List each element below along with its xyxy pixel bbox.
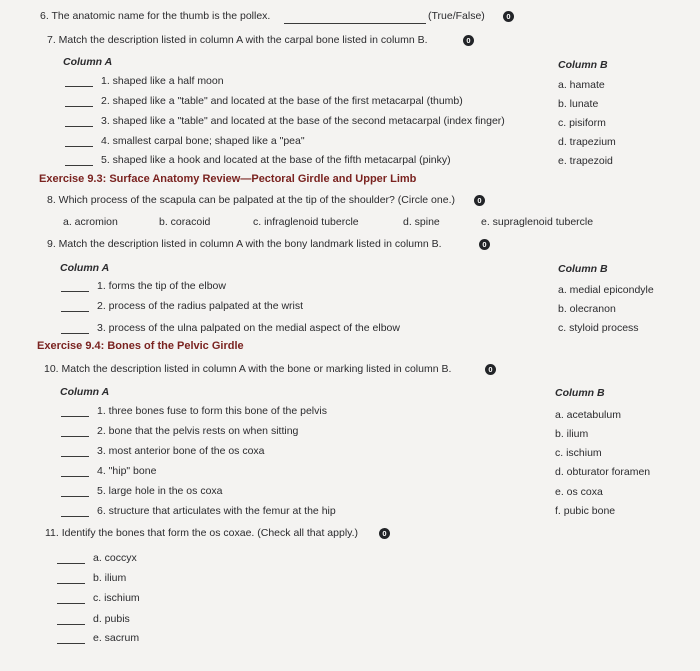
q10-blank-3[interactable] — [61, 456, 89, 457]
q8-choice-d[interactable]: d. spine — [403, 216, 440, 228]
q11-text: 11. Identify the bones that form the os coxae. (Check all that apply.) — [45, 527, 359, 539]
q10-blank-2[interactable] — [61, 436, 89, 437]
q11-checkbox-blank-1[interactable] — [57, 563, 85, 564]
q6-answer-blank[interactable] — [284, 23, 426, 24]
q9-text: 9. Match the description listed in column A with the bony landmark listed in column B. — [47, 238, 442, 250]
q10-item-1: 1. three bones fuse to form this bone of the pelvis — [97, 405, 327, 417]
q9-item-3: 3. process of the ulna palpated on the medial aspect of the elbow — [97, 322, 400, 334]
q10-text: 10. Match the description listed in column A with the bone or marking listed in column B. — [44, 363, 452, 375]
exercise-9-3-heading: Exercise 9.3: Surface Anatomy Review—Pectoral Girdle and Upper Limb — [39, 173, 417, 185]
q6-text: 6. The anatomic name for the thumb is the pollex. — [40, 10, 271, 22]
q11-item-a: a. coccyx — [93, 552, 137, 564]
q7-blank-4[interactable] — [65, 146, 93, 147]
q10-item-2: 2. bone that the pelvis rests on when sitting — [97, 425, 299, 437]
q7-column-b-header: Column B — [558, 59, 608, 71]
q6-points-badge: 0 — [503, 11, 514, 22]
q9-option-a: a. medial epicondyle — [558, 284, 654, 296]
q10-column-a-header: Column A — [60, 386, 110, 398]
q10-item-6: 6. structure that articulates with the femur at the hip — [97, 505, 336, 517]
q7-blank-2[interactable] — [65, 106, 93, 107]
q10-blank-1[interactable] — [61, 416, 89, 417]
q11-checkbox-blank-5[interactable] — [57, 643, 85, 644]
q10-blank-4[interactable] — [61, 476, 89, 477]
q9-item-1: 1. forms the tip of the elbow — [97, 280, 226, 292]
q10-option-e: e. os coxa — [555, 486, 603, 498]
q11-item-e: e. sacrum — [93, 632, 140, 644]
q9-column-a-header: Column A — [60, 262, 110, 274]
q9-blank-1[interactable] — [61, 291, 89, 292]
q10-points-badge: 0 — [485, 364, 496, 375]
q8-text: 8. Which process of the scapula can be palpated at the tip of the shoulder? (Circle one.) — [47, 194, 455, 206]
q11-item-b: b. ilium — [93, 572, 127, 584]
q10-option-b: b. ilium — [555, 428, 589, 440]
q10-option-c: c. ischium — [555, 447, 602, 459]
q7-blank-1[interactable] — [65, 86, 93, 87]
q8-points-badge: 0 — [474, 195, 485, 206]
q11-checkbox-blank-4[interactable] — [57, 624, 85, 625]
q9-item-2: 2. process of the radius palpated at the wrist — [97, 300, 304, 312]
q8-choice-e[interactable]: e. supraglenoid tubercle — [481, 216, 594, 228]
q7-column-a-header: Column A — [63, 56, 113, 68]
q10-option-a: a. acetabulum — [555, 409, 621, 421]
q7-option-e: e. trapezoid — [558, 155, 613, 167]
q7-option-a: a. hamate — [558, 79, 605, 91]
q10-item-3: 3. most anterior bone of the os coxa — [97, 445, 265, 457]
q11-points-badge: 0 — [379, 528, 390, 539]
q9-column-b-header: Column B — [558, 263, 608, 275]
q7-text: 7. Match the description listed in column A with the carpal bone listed in column B. — [47, 34, 428, 46]
q10-option-d: d. obturator foramen — [555, 466, 651, 478]
q11-checkbox-blank-2[interactable] — [57, 583, 85, 584]
q9-option-b: b. olecranon — [558, 303, 616, 315]
q9-blank-3[interactable] — [61, 333, 89, 334]
q10-blank-6[interactable] — [61, 516, 89, 517]
q10-item-4: 4. "hip" bone — [97, 465, 157, 477]
q7-points-badge: 0 — [463, 35, 474, 46]
q11-checkbox-blank-3[interactable] — [57, 603, 85, 604]
q8-choice-c[interactable]: c. infraglenoid tubercle — [253, 216, 359, 228]
q7-item-3: 3. shaped like a "table" and located at the base of the second metacarpal (index finger) — [101, 115, 505, 127]
q9-blank-2[interactable] — [61, 311, 89, 312]
q11-item-c: c. ischium — [93, 592, 140, 604]
q9-points-badge: 0 — [479, 239, 490, 250]
q7-option-c: c. pisiform — [558, 117, 606, 129]
q7-blank-3[interactable] — [65, 126, 93, 127]
q7-item-5: 5. shaped like a hook and located at the base of the fifth metacarpal (pinky) — [101, 154, 451, 166]
q7-option-d: d. trapezium — [558, 136, 616, 148]
q10-item-5: 5. large hole in the os coxa — [97, 485, 223, 497]
q7-item-1: 1. shaped like a half moon — [101, 75, 224, 87]
q7-item-4: 4. smallest carpal bone; shaped like a "pea" — [101, 135, 305, 147]
q11-item-d: d. pubis — [93, 613, 130, 625]
q6-suffix: (True/False) — [428, 10, 485, 22]
q7-item-2: 2. shaped like a "table" and located at the base of the first metacarpal (thumb) — [101, 95, 463, 107]
q8-choice-a[interactable]: a. acromion — [63, 216, 118, 228]
q7-option-b: b. lunate — [558, 98, 599, 110]
q9-option-c: c. styloid process — [558, 322, 639, 334]
q10-blank-5[interactable] — [61, 496, 89, 497]
q10-column-b-header: Column B — [555, 387, 605, 399]
q10-option-f: f. pubic bone — [555, 505, 616, 517]
q8-choice-b[interactable]: b. coracoid — [159, 216, 211, 228]
exercise-9-4-heading: Exercise 9.4: Bones of the Pelvic Girdle — [37, 340, 244, 352]
q7-blank-5[interactable] — [65, 165, 93, 166]
